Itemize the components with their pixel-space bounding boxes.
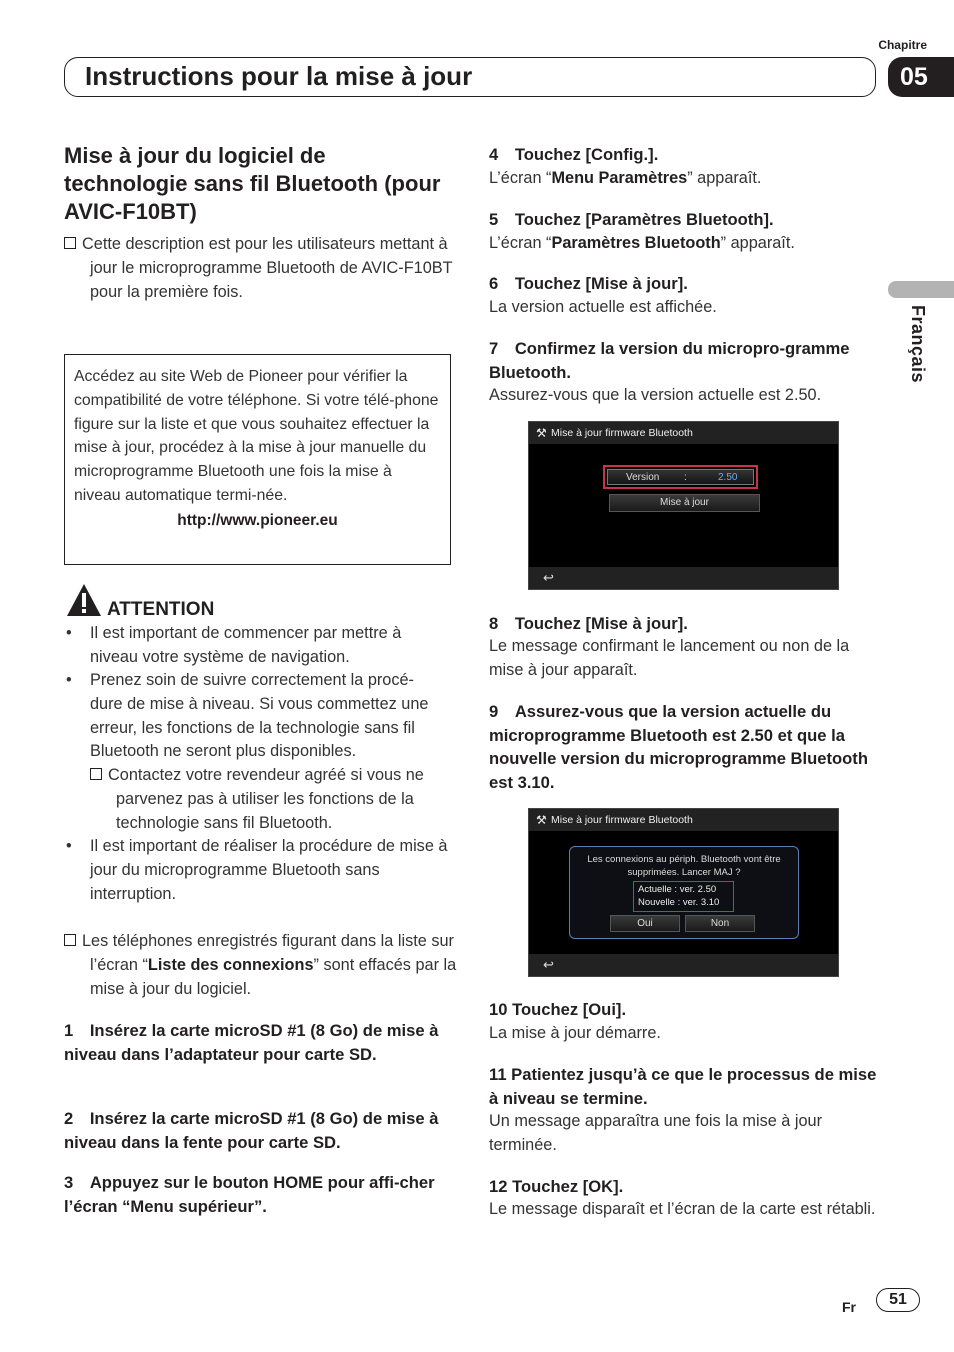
bullet-icon: • [66, 671, 72, 689]
info-box [64, 354, 451, 565]
note-square-icon [90, 768, 102, 780]
screen-title-bar: ⚒ Mise à jour firmware Bluetooth [529, 809, 838, 831]
screen-footer [529, 567, 838, 589]
step-8: 8 Touchez [Mise à jour]. [489, 614, 688, 633]
pioneer-url-link[interactable]: http://www.pioneer.eu [177, 511, 338, 529]
step-9: 9 Assurez-vous que la version actuelle du microprogramme Bluetooth est 2.50 et que la nouvelle version du microprogramme Bluetooth est 3.10. [489, 702, 868, 792]
screen-footer [529, 954, 838, 976]
note-square-icon [64, 237, 76, 249]
chapter-number-badge: 05 [888, 57, 954, 97]
footer-language: Fr [842, 1299, 856, 1315]
info-box-text: Accédez au site Web de Pioneer pour vérifier la compatibilité de votre téléphone. Si votre télé-phone figure sur la liste et que vous souhaitez effectuer la mise à jour, procédez à la mise à jour manuelle du microprogramme Bluetooth une fois la mise à niveau automatique termi-née. [74, 368, 439, 504]
step-12: 12 Touchez [OK]. [489, 1177, 624, 1196]
no-button[interactable]: Non [685, 915, 755, 932]
tools-icon: ⚒ [536, 813, 547, 827]
back-arrow-icon[interactable]: ↩ [543, 957, 554, 972]
version-compare-highlight [633, 881, 734, 912]
dialog-message: Les connexions au périph. Bluetooth vont être supprimées. Lancer MAJ ? [587, 854, 781, 878]
page-title: Instructions pour la mise à jour [85, 61, 473, 91]
yes-button[interactable]: Oui [610, 915, 680, 932]
page-title-box [64, 57, 876, 97]
section-heading: Mise à jour du logiciel de technologie sans fil Bluetooth (pour AVIC-F10BT) [64, 143, 441, 224]
bullet-1: • Il est important de commencer par mettre à niveau votre système de navigation. [66, 624, 402, 666]
confirm-dialog [569, 846, 799, 939]
step-6-text: La version actuelle est affichée. [489, 298, 717, 316]
chapter-label: Chapitre [878, 38, 927, 52]
bullet-icon: • [66, 624, 72, 642]
step-5: 5 Touchez [Paramètres Bluetooth]. [489, 210, 774, 229]
step-7: 7 Confirmez la version du micropro-gramme Bluetooth. [489, 339, 850, 382]
firmware-screen-2 [528, 808, 839, 977]
note-square-icon [64, 934, 76, 946]
current-version: Actuelle : ver. 2.50 [638, 884, 717, 895]
step-11-text: Un message apparaîtra une fois la mise à jour terminée. [489, 1112, 823, 1154]
bullet-3: • Il est important de réaliser la procédure de mise à jour du microprogramme Bluetooth sans interruption. [66, 837, 448, 903]
step-3: 3 Appuyez sur le bouton HOME pour affi-cher l’écran “Menu supérieur”. [64, 1173, 435, 1216]
bullet-icon: • [66, 837, 72, 855]
version-highlight [603, 465, 758, 489]
version-separator: : [684, 472, 687, 483]
step-4-text: L’écran “Menu Paramètres” apparaît. [489, 169, 762, 187]
sub-note: Contactez votre revendeur agréé si vous ne parvenez pas à utiliser les fonctions de la technologie sans fil Bluetooth. [90, 764, 478, 835]
step-10: 10 Touchez [Oui]. [489, 1000, 627, 1019]
bullet-2: • Prenez soin de suivre correctement la procé-dure de mise à niveau. Si vous commettez une erreur, les fonctions de la technologie sans fil Bluetooth ne seront plus disponibles. [66, 671, 429, 761]
step-8-text: Le message confirmant le lancement ou non de la mise à jour apparaît. [489, 637, 850, 679]
tools-icon: ⚒ [536, 426, 547, 440]
update-button[interactable]: Mise à jour [609, 494, 760, 512]
step-4: 4 Touchez [Config.]. [489, 145, 659, 164]
attention-title: ATTENTION [107, 599, 215, 620]
step-7-text: Assurez-vous que la version actuelle est 2.50. [489, 386, 822, 404]
firmware-screen-1 [528, 421, 839, 590]
new-version: Nouvelle : ver. 3.10 [638, 897, 720, 908]
version-value: 2.50 [718, 472, 738, 483]
screen-title-bar: ⚒ Mise à jour firmware Bluetooth [529, 422, 838, 444]
step-10-text: La mise à jour démarre. [489, 1024, 661, 1042]
version-label: Version [626, 472, 660, 483]
step-5-text: L’écran “Paramètres Bluetooth” apparaît. [489, 234, 795, 252]
step-2: 2 Insérez la carte microSD #1 (8 Go) de mise à niveau dans la fente pour carte SD. [64, 1109, 439, 1152]
back-arrow-icon[interactable]: ↩ [543, 570, 554, 585]
warning-triangle-icon [66, 583, 102, 617]
note-2: Les téléphones enregistrés figurant dans la liste sur l’écran “Liste des connexions” sont effacés par la mise à jour du logiciel. [64, 930, 478, 1001]
side-tab-bar [888, 281, 954, 298]
step-1: 1 Insérez la carte microSD #1 (8 Go) de mise à niveau dans l’adaptateur pour carte SD. [64, 1021, 439, 1064]
intro-note: Cette description est pour les utilisateurs mettant à jour le microprogramme Bluetooth de AVIC-F10BT pour la première fois. [64, 233, 478, 304]
step-11: 11 Patientez jusqu’à ce que le processus de mise à niveau se termine. [489, 1065, 877, 1108]
side-language-label: Français [908, 305, 928, 384]
step-12-text: Le message disparaît et l’écran de la carte est rétabli. [489, 1200, 876, 1218]
page-number: 51 [876, 1288, 920, 1312]
step-6: 6 Touchez [Mise à jour]. [489, 274, 688, 293]
